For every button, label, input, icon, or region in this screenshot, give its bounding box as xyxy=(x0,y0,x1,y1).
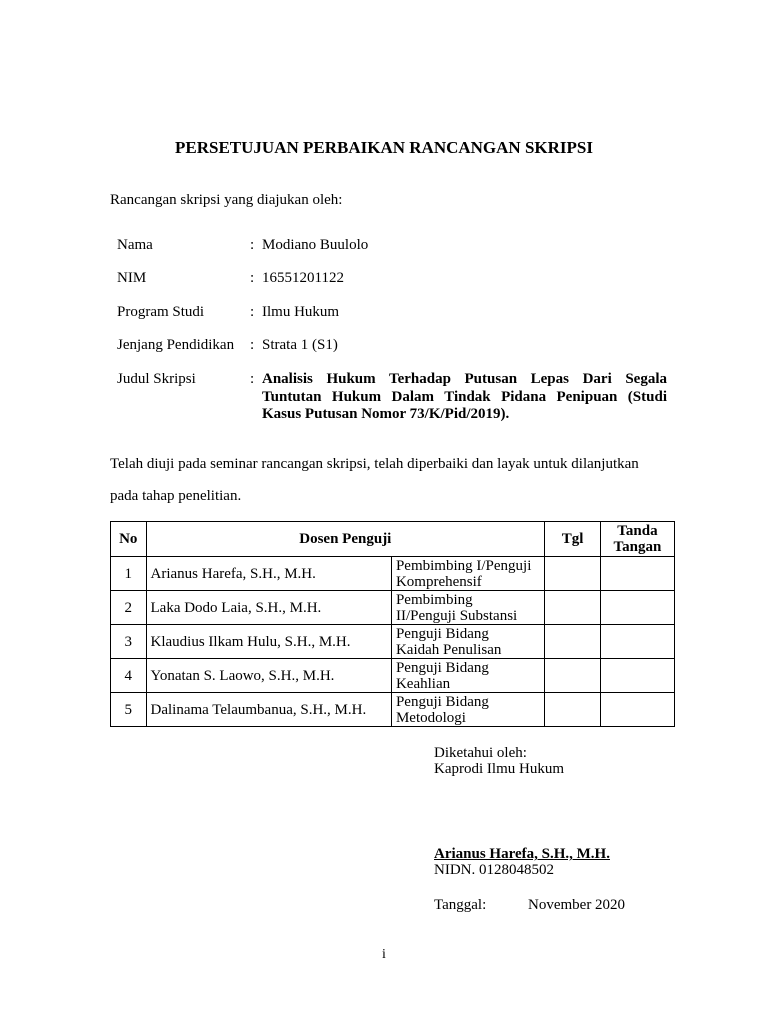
field-colon: : xyxy=(250,337,255,353)
statement-line-1: Telah diuji pada seminar rancangan skripsi, telah diperbaiki dan layak untuk dilanjutkan xyxy=(110,456,639,472)
field-value-jenjang: Strata 1 (S1) xyxy=(262,337,338,353)
table-row xyxy=(111,591,675,625)
statement-line-2: pada tahap penelitian. xyxy=(110,488,242,504)
row-number: 3 xyxy=(111,625,147,659)
field-label-program-studi: Program Studi xyxy=(117,304,205,320)
role-line-1: Penguji Bidang xyxy=(395,693,489,710)
role-line-1: Pembimbing I/Penguji xyxy=(395,557,532,574)
role-line-1: Penguji Bidang xyxy=(395,659,489,676)
examiner-role xyxy=(391,591,544,625)
examiner-name: Yonatan S. Laowo, S.H., M.H. xyxy=(146,659,391,693)
signature-block xyxy=(434,846,610,878)
approval-block xyxy=(434,745,564,777)
table-row xyxy=(111,557,675,591)
signer-name: Arianus Harefa, S.H., M.H. xyxy=(434,846,610,862)
table-row xyxy=(111,659,675,693)
table-row xyxy=(111,625,675,659)
field-label-nim: NIM xyxy=(117,270,147,286)
date-label: Tanggal: xyxy=(434,897,487,913)
intro-text: Rancangan skripsi yang diajukan oleh: xyxy=(110,192,343,208)
examiner-role xyxy=(391,659,544,693)
examiner-table xyxy=(110,521,675,727)
role-line-2: II/Penguji Substansi xyxy=(395,607,518,624)
signature-cell xyxy=(600,591,674,625)
examiner-name: Klaudius Ilkam Hulu, S.H., M.H. xyxy=(146,625,391,659)
row-number: 4 xyxy=(111,659,147,693)
signature-cell xyxy=(600,659,674,693)
signature-cell xyxy=(600,625,674,659)
table-row xyxy=(111,693,675,727)
header-dosen-penguji: Dosen Penguji xyxy=(146,522,545,557)
examiner-role xyxy=(391,693,544,727)
row-number: 1 xyxy=(111,557,147,591)
field-value-nim: 16551201122 xyxy=(262,270,344,286)
header-no: No xyxy=(111,522,147,557)
approval-known-by: Diketahui oleh: xyxy=(434,745,527,761)
row-number: 5 xyxy=(111,693,147,727)
field-colon: : xyxy=(250,304,255,320)
date-cell xyxy=(545,557,601,591)
date-value: November 2020 xyxy=(528,897,626,913)
field-colon: : xyxy=(250,371,255,387)
field-colon: : xyxy=(250,237,255,253)
header-tanda-line1: Tanda xyxy=(617,523,658,539)
examiner-name: Laka Dodo Laia, S.H., M.H. xyxy=(146,591,391,625)
page-number: i xyxy=(382,947,386,962)
field-value-program-studi: Ilmu Hukum xyxy=(262,304,340,320)
signature-cell xyxy=(600,693,674,727)
date-cell xyxy=(545,625,601,659)
field-value-judul: Analisis Hukum Terhadap Putusan Lepas Dari Segala Tuntutan Hukum Dalam Tindak Pidana Penipuan (Studi Kasus Putusan Nomor 73/K/Pid/2019). xyxy=(262,371,667,422)
header-tanda-tangan xyxy=(600,522,674,557)
field-colon: : xyxy=(250,270,255,286)
date-cell xyxy=(545,693,601,727)
role-line-1: Penguji Bidang xyxy=(395,625,489,642)
examiner-role xyxy=(391,557,544,591)
date-cell xyxy=(545,659,601,693)
header-tanda-line2: Tangan xyxy=(613,539,662,555)
role-line-2: Komprehensif xyxy=(395,573,482,590)
role-line-2: Keahlian xyxy=(395,675,451,692)
signer-id: NIDN. 0128048502 xyxy=(434,862,554,878)
role-line-2: Kaidah Penulisan xyxy=(395,641,502,658)
examiner-name: Dalinama Telaumbanua, S.H., M.H. xyxy=(146,693,391,727)
role-line-2: Metodologi xyxy=(395,709,466,726)
date-cell xyxy=(545,591,601,625)
document-title: PERSETUJUAN PERBAIKAN RANCANGAN SKRIPSI xyxy=(175,138,593,157)
header-tgl: Tgl xyxy=(545,522,601,557)
role-line-1: Pembimbing xyxy=(395,591,473,608)
field-label-judul: Judul Skripsi xyxy=(117,371,196,387)
field-value-nama: Modiano Buulolo xyxy=(262,237,369,253)
row-number: 2 xyxy=(111,591,147,625)
examiner-name: Arianus Harefa, S.H., M.H. xyxy=(146,557,391,591)
examiner-role xyxy=(391,625,544,659)
field-label-nama: Nama xyxy=(117,237,153,253)
signature-cell xyxy=(600,557,674,591)
table-header-row xyxy=(111,522,675,557)
field-label-jenjang: Jenjang Pendidikan xyxy=(117,337,235,353)
approval-position: Kaprodi Ilmu Hukum xyxy=(434,761,564,777)
